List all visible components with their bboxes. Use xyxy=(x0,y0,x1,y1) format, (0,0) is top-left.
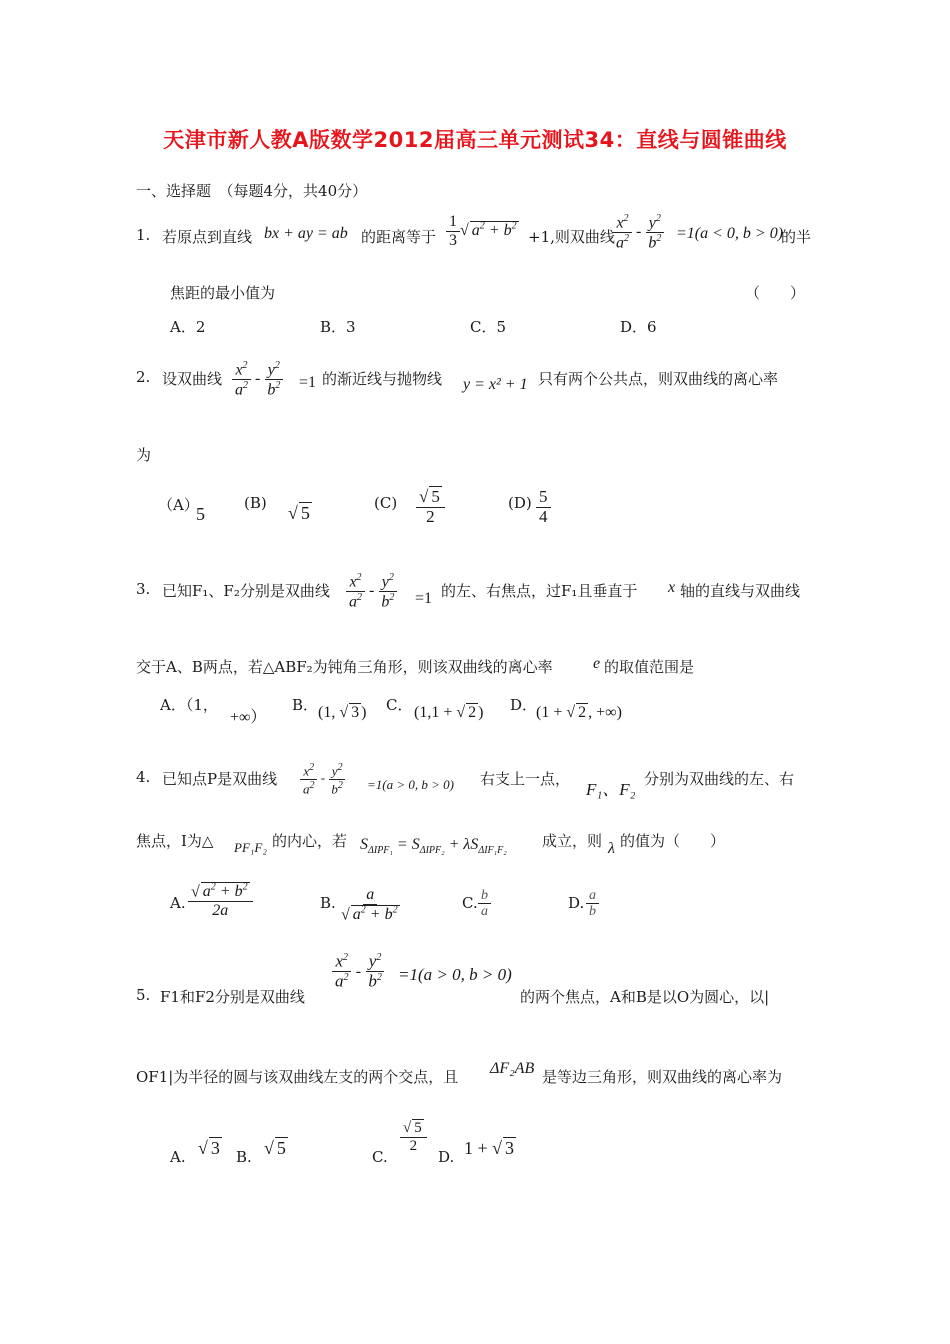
q3-line2b: 的取值范围是 xyxy=(604,658,695,676)
q2-line2: 为 xyxy=(136,446,152,464)
q3-eq-tail: =1 xyxy=(415,590,433,607)
q4-lambda: λ xyxy=(608,840,615,857)
q5-condition: =1(a > 0, b > 0) xyxy=(398,965,512,984)
q5-line2b: 是等边三角形，则双曲线的离心率为 xyxy=(542,1068,783,1086)
q4-condition: =1(a > 0, b > 0) xyxy=(367,777,454,792)
q3-option-a-value: +∞） xyxy=(230,709,267,726)
q4-option-b-label: B. xyxy=(320,894,336,912)
q1-text-after: +1,则双曲线 xyxy=(528,228,615,246)
q4-text-tail: 分别为双曲线的左、右 xyxy=(644,770,795,788)
q2-option-b-value: √ 5 xyxy=(288,503,310,523)
q3-option-c-label: C． xyxy=(386,696,413,714)
q4-line2c: 成立，则 xyxy=(542,832,603,850)
q1-text-mid: 的距离等于 xyxy=(361,228,437,246)
q4-text-pre: 已知点P是双曲线 xyxy=(162,770,278,788)
q4-option-d-label: D. xyxy=(568,894,585,912)
q3-option-d-value: (1 + √ 2 , +∞) xyxy=(536,704,622,721)
q1-answer-paren: （ ） xyxy=(745,284,806,302)
q4-area-relation: $S_{\Delta IPF_1} = S_{\Delta IPF_2} + \lambda S_{\Delta IF_1F_2}$ xyxy=(360,836,507,857)
q5-option-b-label: B. xyxy=(236,1148,252,1166)
q1-condition: =1(a < 0, b > 0) xyxy=(676,225,784,242)
q2-option-d-label: (D) xyxy=(508,494,532,512)
q1-hyperbola-equation: $\frac{x^2}{a^2}$ - $\frac{y^2}{b^2}$ xyxy=(613,213,664,252)
q4-line2d: 的值为（ ） xyxy=(620,832,726,850)
q2-text-mid: 的渐近线与抛物线 xyxy=(322,370,443,388)
q3-line2a: 交于A、B两点，若△ABF₂为钝角三角形，则该双曲线的离心率 xyxy=(136,658,553,676)
q5-option-c-label: C. xyxy=(372,1148,388,1166)
q5-option-b-value: √ 5 xyxy=(264,1138,286,1158)
q4-option-a-value: $\frac{√ a^2 + b^2}{2a}$ xyxy=(188,882,253,920)
q3-option-c-value: (1,1 + √ 2 ) xyxy=(414,704,484,721)
q1-text-pre: 若原点到直线 xyxy=(162,228,253,246)
q2-option-a-value: 5 xyxy=(196,504,205,524)
q4-line2b: 的内心，若 xyxy=(272,832,348,850)
q1-text-tail: 的半 xyxy=(781,228,812,246)
q1-option-b: B．3 xyxy=(320,318,356,336)
q5-line2a: OF1|为半径的圆与该双曲线左支的两个交点，且 xyxy=(136,1068,459,1086)
q3-hyperbola-equation: $\frac{x^2}{a^2}$ - $\frac{y^2}{b^2}$ xyxy=(346,572,397,611)
q3-text-mid: 的左、右焦点，过F₁且垂直于 xyxy=(441,582,638,600)
q5-text-tail: 的两个焦点，A和B是以O为圆心，以| xyxy=(520,988,770,1006)
q3-number: 3. xyxy=(136,580,151,598)
document-title: 天津市新人教A版数学2012届高三单元测试34：直线与圆锥曲线 xyxy=(163,128,787,152)
q1-option-c: C．5 xyxy=(470,318,507,336)
q4-option-c-label: C. xyxy=(462,894,478,912)
q5-option-c-value: $\frac{√ 5}{2}$ xyxy=(400,1120,427,1154)
q5-option-a-value: √ 3 xyxy=(198,1138,220,1158)
q5-option-d-label: D. xyxy=(438,1148,455,1166)
q1-line2: 焦距的最小值为 xyxy=(170,284,276,302)
q5-triangle: ΔF₂AB xyxy=(490,1060,535,1077)
q2-option-b-label: (B) xyxy=(244,494,267,512)
q4-hyperbola-equation: $\frac{x^2}{a^2}$ - $\frac{y^2}{b^2}$ xyxy=(300,762,346,796)
q3-x-var: x xyxy=(668,579,676,596)
q5-text-pre: F1和F2分别是双曲线 xyxy=(160,988,305,1006)
q2-eq-tail: =1 xyxy=(299,374,317,391)
q4-option-a-label: A. xyxy=(170,894,186,912)
q2-option-c-value: $\frac{√ 5}{2}$ xyxy=(416,488,445,526)
q1-option-d: D．6 xyxy=(620,318,657,336)
q4-number: 4. xyxy=(136,768,151,786)
q2-option-a-label: （A） xyxy=(158,496,199,514)
q5-option-a-label: A. xyxy=(170,1148,186,1166)
q3-text-tail: 轴的直线与双曲线 xyxy=(680,582,801,600)
q5-option-d-value: 1 + √ 3 xyxy=(464,1138,515,1158)
q2-hyperbola-equation: $\frac{x^2}{a^2}$ - $\frac{y^2}{b^2}$ xyxy=(232,360,283,399)
q2-text-pre: 设双曲线 xyxy=(162,370,223,388)
q5-hyperbola-equation: $\frac{x^2}{a^2}$ - $\frac{y^2}{b^2}$ xyxy=(332,952,385,992)
q2-option-d-value: $\frac{5}{4}$ xyxy=(536,488,551,526)
q4-option-b-value: $\frac{a}{√ a^2 + b^2}$ xyxy=(341,886,398,923)
q3-e-var: e xyxy=(593,655,601,672)
q1-number: 1. xyxy=(136,226,151,244)
q2-parabola: y = x² + 1 xyxy=(463,376,528,393)
q3-text-pre: 已知F₁、F₂分别是双曲线 xyxy=(162,582,330,600)
q3-option-b-value: (1, √ 3 ) xyxy=(318,704,367,721)
q4-text-mid: 右支上一点， xyxy=(480,770,571,788)
q3-option-a-label: A．（1， xyxy=(160,696,218,714)
q1-distance-formula: $\frac{1}{3}$ √ $a^2 + b^2$ xyxy=(446,213,519,249)
q2-number: 2. xyxy=(136,368,151,386)
section-heading: 一、选择题 （每题4分，共40分） xyxy=(136,182,368,200)
q4-line2a: 焦点，I为△ xyxy=(136,832,214,850)
q2-text-tail: 只有两个公共点，则双曲线的离心率 xyxy=(538,370,779,388)
q2-option-c-label: (C) xyxy=(374,494,398,512)
q4-option-d-value: $\frac{a}{b}$ xyxy=(586,888,599,920)
q4-foci: F₁、F₂ xyxy=(586,780,636,799)
q1-option-a: A．2 xyxy=(170,318,206,336)
q4-option-c-value: $\frac{b}{a}$ xyxy=(478,888,491,920)
q5-number: 5. xyxy=(136,986,151,1004)
q3-option-d-label: D． xyxy=(510,696,538,714)
q4-triangle: PF₁F₂ xyxy=(234,840,267,855)
q1-line-equation: bx + ay = ab xyxy=(264,225,348,242)
q3-option-b-label: B． xyxy=(292,696,319,714)
